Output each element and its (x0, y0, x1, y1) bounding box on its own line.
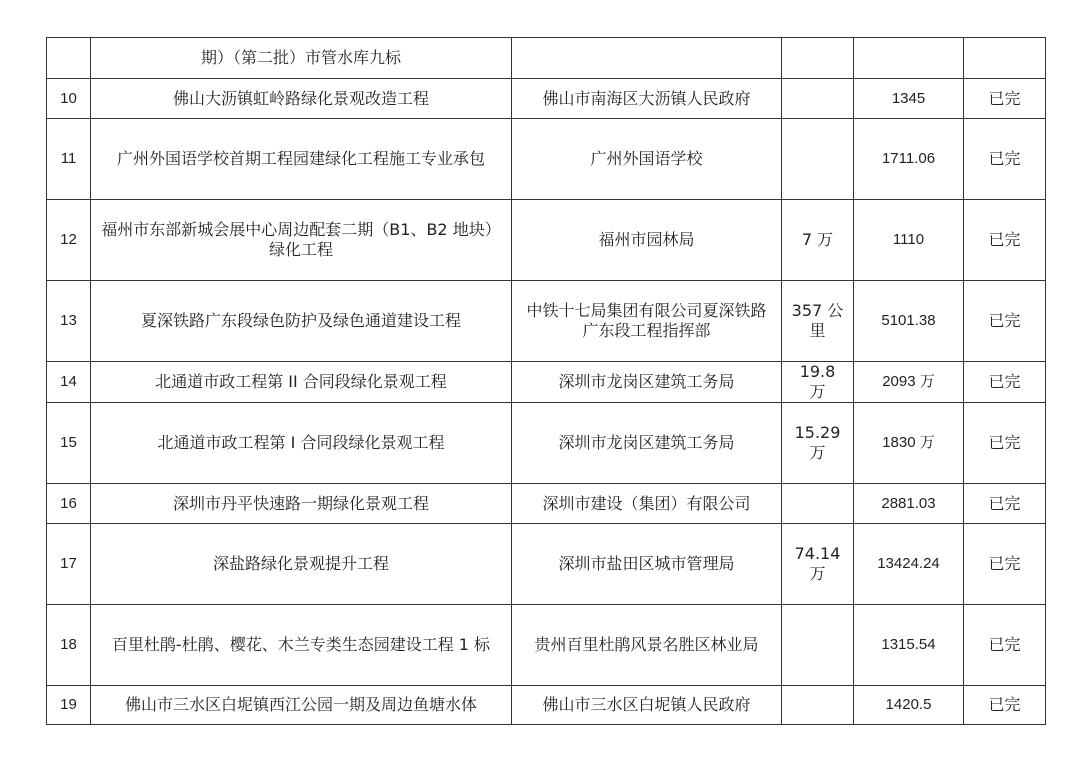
table-row (47, 281, 1046, 362)
contract-amount: 13424.24 (854, 524, 964, 605)
project-scale (782, 79, 854, 119)
project-scale: 15.29 万 (782, 403, 854, 484)
row-number: 19 (47, 686, 91, 725)
table-row (47, 200, 1046, 281)
client-unit: 深圳市龙岗区建筑工务局 (512, 362, 782, 403)
status-cell: 已完 (964, 524, 1046, 605)
project-scale: 7 万 (782, 200, 854, 281)
project-name: 北通道市政工程第 I 合同段绿化景观工程 (91, 403, 512, 484)
client-unit (512, 38, 782, 79)
project-name: 佛山市三水区白坭镇西江公园一期及周边鱼塘水体 (91, 686, 512, 725)
row-number: 13 (47, 281, 91, 362)
client-unit: 深圳市盐田区城市管理局 (512, 524, 782, 605)
row-number: 10 (47, 79, 91, 119)
client-unit: 福州市园林局 (512, 200, 782, 281)
status-cell (964, 38, 1046, 79)
client-unit: 中铁十七局集团有限公司夏深铁路广东段工程指挥部 (512, 281, 782, 362)
project-scale: 74.14 万 (782, 524, 854, 605)
contract-amount: 1830 万 (854, 403, 964, 484)
row-number: 12 (47, 200, 91, 281)
row-number: 16 (47, 484, 91, 524)
status-cell: 已完 (964, 362, 1046, 403)
contract-amount: 1315.54 (854, 605, 964, 686)
project-name: 夏深铁路广东段绿色防护及绿色通道建设工程 (91, 281, 512, 362)
table-row (47, 686, 1046, 725)
contract-amount: 2881.03 (854, 484, 964, 524)
contract-amount: 1110 (854, 200, 964, 281)
contract-amount: 1711.06 (854, 119, 964, 200)
contract-amount: 5101.38 (854, 281, 964, 362)
table-row (47, 524, 1046, 605)
project-scale (782, 605, 854, 686)
status-cell: 已完 (964, 119, 1046, 200)
client-unit: 贵州百里杜鹃风景名胜区林业局 (512, 605, 782, 686)
table-row (47, 403, 1046, 484)
project-scale: 19.8 万 (782, 362, 854, 403)
status-cell: 已完 (964, 605, 1046, 686)
table-row (47, 38, 1046, 79)
status-cell: 已完 (964, 200, 1046, 281)
project-name: 深盐路绿化景观提升工程 (91, 524, 512, 605)
table-row (47, 79, 1046, 119)
table-row (47, 119, 1046, 200)
client-unit: 广州外国语学校 (512, 119, 782, 200)
client-unit: 深圳市建设（集团）有限公司 (512, 484, 782, 524)
client-unit: 佛山市南海区大沥镇人民政府 (512, 79, 782, 119)
contract-amount: 1420.5 (854, 686, 964, 725)
project-table (46, 37, 1046, 725)
contract-amount: 1345 (854, 79, 964, 119)
row-number: 17 (47, 524, 91, 605)
status-cell: 已完 (964, 686, 1046, 725)
project-scale: 357 公里 (782, 281, 854, 362)
project-name: 佛山大沥镇虹岭路绿化景观改造工程 (91, 79, 512, 119)
table-row (47, 362, 1046, 403)
contract-amount: 2093 万 (854, 362, 964, 403)
client-unit: 佛山市三水区白坭镇人民政府 (512, 686, 782, 725)
table-row (47, 605, 1046, 686)
row-number: 14 (47, 362, 91, 403)
status-cell: 已完 (964, 79, 1046, 119)
row-number: 11 (47, 119, 91, 200)
project-name: 广州外国语学校首期工程园建绿化工程施工专业承包 (91, 119, 512, 200)
row-number (47, 38, 91, 79)
project-scale (782, 484, 854, 524)
status-cell: 已完 (964, 484, 1046, 524)
project-scale (782, 119, 854, 200)
row-number: 15 (47, 403, 91, 484)
project-name: 期）（第二批）市管水库九标 (91, 38, 512, 79)
project-name: 福州市东部新城会展中心周边配套二期（B1、B2 地块）绿化工程 (91, 200, 512, 281)
client-unit: 深圳市龙岗区建筑工务局 (512, 403, 782, 484)
project-scale (782, 686, 854, 725)
project-name: 百里杜鹃-杜鹃、樱花、木兰专类生态园建设工程 1 标 (91, 605, 512, 686)
project-scale (782, 38, 854, 79)
table-row (47, 484, 1046, 524)
project-name: 深圳市丹平快速路一期绿化景观工程 (91, 484, 512, 524)
project-name: 北通道市政工程第 II 合同段绿化景观工程 (91, 362, 512, 403)
row-number: 18 (47, 605, 91, 686)
contract-amount (854, 38, 964, 79)
status-cell: 已完 (964, 403, 1046, 484)
status-cell: 已完 (964, 281, 1046, 362)
